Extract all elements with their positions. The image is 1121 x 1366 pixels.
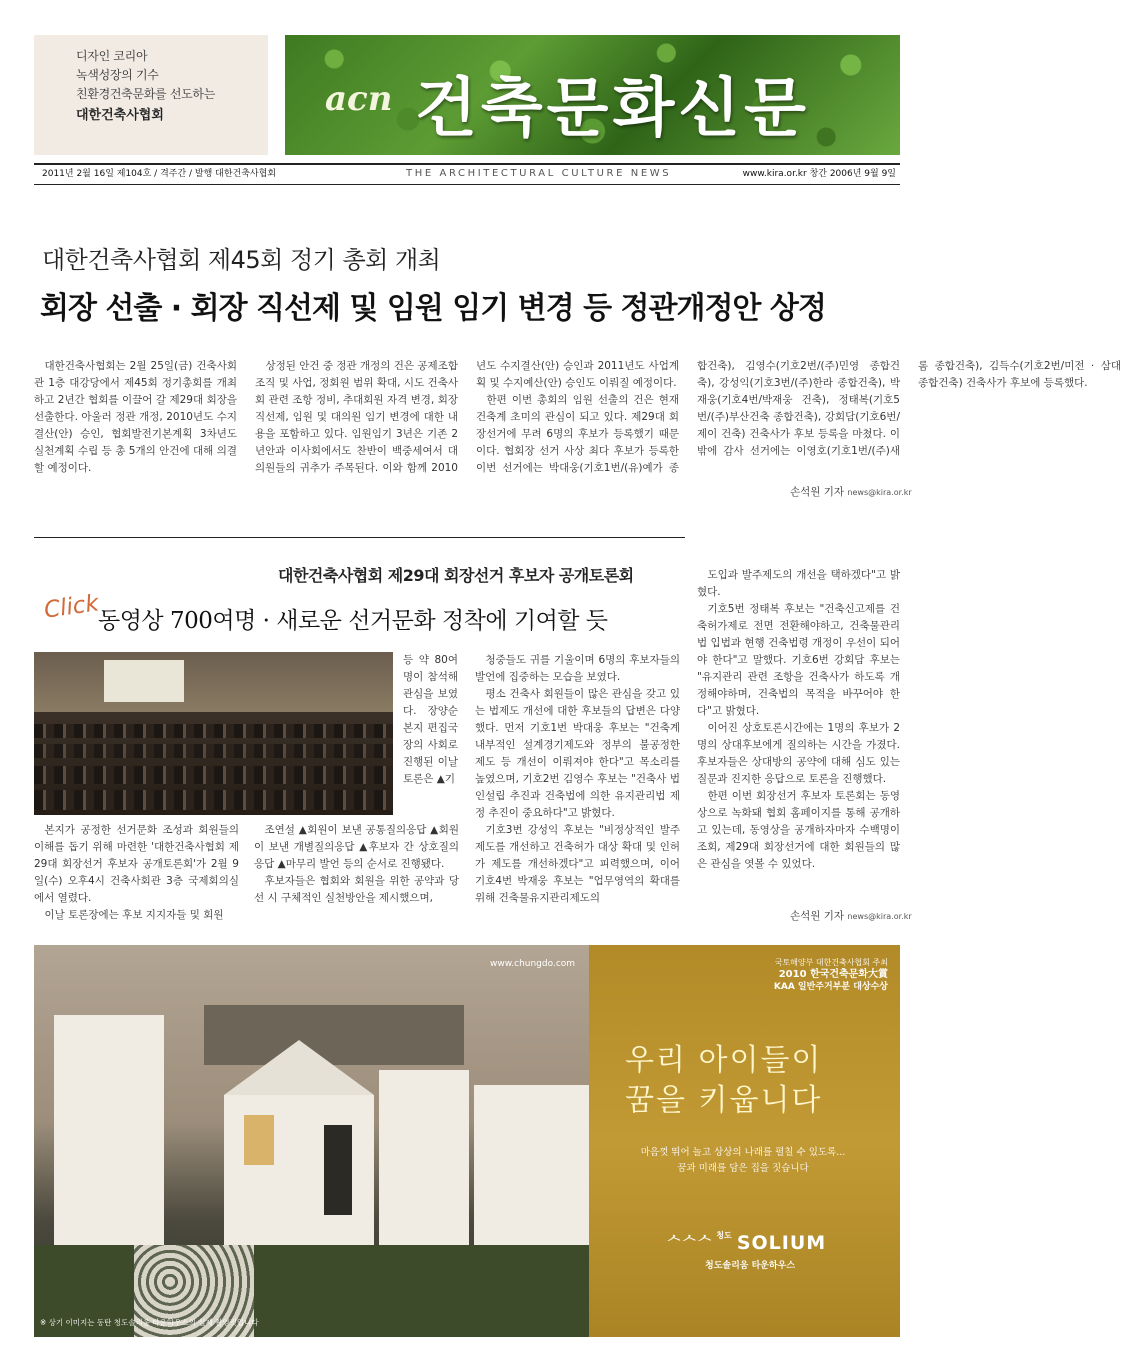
article2-paragraph: 기호3번 강성익 후보는 "비정상적인 발주제도를 개선하고 건축허가 대상 확대 및 인허가 제도를 개선하겠다"고 피력했으며, 이어 기호4번 박재웅 후보는 "업무영역의 확대를 위해 건축물유지관리제도의 xyxy=(475,824,680,904)
article2-paragraph: 이어진 상호토론시간에는 1명의 후보가 2명의 상대후보에게 질의하는 시간을 가졌다. 후보자들은 상대방의 공약에 대해 심도 있는 질문과 진지한 응답으로 토론을 진행했다. xyxy=(697,722,900,785)
article2-paragraph: 후보자들은 협회와 회원을 위한 공약과 당선 시 구체적인 실천방안을 제시했으며, xyxy=(254,875,459,904)
slogan-line: 녹색성장의 기수 xyxy=(76,68,159,82)
click-label[interactable]: Click xyxy=(42,590,101,624)
article2-column xyxy=(475,652,680,907)
headline-line: 우리 아이들이 xyxy=(625,1043,823,1078)
article2-column xyxy=(254,822,459,907)
article2-subtitle: 대한건축사협회 제29대 회장선거 후보자 공개토론회 xyxy=(278,566,634,585)
org-name: 대한건축사협회 xyxy=(76,108,164,123)
ad-text-panel xyxy=(589,945,900,1337)
solium-advertisement[interactable] xyxy=(34,945,900,1337)
article2-paragraph: 이날 토론장에는 후보 지지자들 및 회원 xyxy=(44,909,224,921)
reporter-name: 손석원 기자 xyxy=(790,486,845,498)
house-right xyxy=(474,1085,589,1245)
house-middle xyxy=(379,1070,469,1245)
english-name: THE ARCHITECTURAL CULTURE NEWS xyxy=(406,168,672,179)
issue-info: 2011년 2월 16일 제104호 / 격주간 / 발행 대한건축사협회 xyxy=(42,169,277,179)
acn-logo: acn xyxy=(325,79,393,119)
masthead-banner xyxy=(285,35,900,155)
reporter-email[interactable]: news@kira.or.kr xyxy=(847,488,912,497)
article1-body xyxy=(34,358,1121,483)
article2-paragraph: 도입과 발주제도의 개선을 택하겠다"고 밝혔다. xyxy=(697,569,900,598)
award-badge xyxy=(774,957,888,993)
tagline-line: 마음껏 뛰어 놀고 상상의 나래를 펼칠 수 있도록... xyxy=(640,1147,846,1158)
lit-window xyxy=(244,1115,274,1165)
article2-paragraph: 본지가 공정한 선거문화 조성과 회원들의 이해를 돕기 위해 마련한 '대한건축사협회 제29대 회장선거 후보자 공개토론회'가 2월 9일(수) 오후4시 건축사회관 3층 국제회의실에서 열렸다. xyxy=(34,824,239,904)
article1-title: 회장 선출 · 회장 직선제 및 임원 임기 변경 등 정관개정안 상정 xyxy=(40,291,826,326)
slogan-line: 친환경건축문화를 선도하는 xyxy=(76,87,216,101)
brand-small: 청도 xyxy=(716,1231,732,1240)
photo-wall xyxy=(34,652,393,712)
brand-english: SOLIUM xyxy=(736,1232,827,1254)
audience-row xyxy=(34,744,393,758)
article2-paragraph: 조연설 ▲회원이 보낸 공통질의응답 ▲회원이 보낸 개별질의응답 ▲후보자 간 상호질의응답 ▲마무리 발언 등의 순서로 진행됐다. xyxy=(254,824,459,870)
audience-row xyxy=(34,724,393,738)
article2-column xyxy=(697,567,900,873)
solium-logo xyxy=(665,1230,827,1271)
ad-headline xyxy=(625,1041,822,1121)
audience-row xyxy=(34,766,393,784)
paper-name: 건축문화신문 xyxy=(415,72,810,146)
article1-paragraph: 상정된 안건 중 정관 개정의 건은 공제조합 조직 및 사업, 정회원 범위 확대, 시도 건축사회 관련 조항 정비, 추대회원 자격 변경, 회장 직선제, 임원 및 대의원 임기 변경에 대한 내용을 포함하고 있다. 임원임기 3년은 기존 2년안과 이사회에서도 찬반이 백중세여서 대의원들의 귀추가 주목된다. 이와 함께 2010년도 수지결산(안) 승인과 2011년도 사업계획 및 수지예산(안) 승인도 이뤄질 예정이다. xyxy=(255,360,679,474)
audience-row xyxy=(34,790,393,810)
tagline-line: 꿈과 미래를 담은 집을 짓습니다 xyxy=(677,1163,809,1174)
article2-paragraph: 평소 건축사 회원들이 많은 관심을 갖고 있는 법제도 개선에 대한 후보들의 답변은 다양했다. 먼저 기호1번 박대웅 후보는 "건축계 내부적인 설계경기제도와 정부의 불공정한 제도 등 개선이 이뤄져야 한다"고 목소리를 높였으며, 기호2번 김영수 후보는 "건축사 법인설립 추진과 건축법에 의한 유지관리법 제정 추진이 중요하다"고 밝혔다. xyxy=(475,688,680,819)
issue-info-bar xyxy=(34,163,900,185)
photo-screen xyxy=(104,660,184,702)
article1-paragraph: 한편 이번 총회의 임원 선출의 건은 현재 건축계 초미의 관심이 되고 있다. 제29대 회장선거에 무려 6명의 후보가 등록했기 때문이다. 협회장 선거 사상 최다 후보가 등록한 이번 선거에는 박대웅(기호1번/(유)예가 종합건축), 김영수(기호2번/(주)민영 종합건축), 강성익(기호3번/(주)한라 종합건축), 박재웅(기호4번/박재웅 건축), 정태복(기호5번/(주)부산건축 종합건축), 강회담(기호6번/제이 건축) 건축사가 후보 등록을 마쳤다. 이밖에 감사 선거에는 이영호(기호1번/(주)새롬 종합건축), 김득수(기호2번/미전 · 삼대 종합건축) 건축사가 후보에 등록했다. xyxy=(476,360,1121,474)
award-line: KAA 일반주거부분 대상수상 xyxy=(773,982,888,992)
site-info: www.kira.or.kr 창간 2006년 9월 9일 xyxy=(742,169,896,179)
article2-byline xyxy=(790,908,912,923)
forum-photo xyxy=(34,652,393,815)
slogan-box xyxy=(34,35,268,155)
article2-column xyxy=(34,822,239,924)
article1-byline xyxy=(790,484,912,499)
headline-line: 꿈을 키웁니다 xyxy=(625,1083,823,1118)
award-line: 국토해양부 대한건축사협회 주최 xyxy=(774,958,888,967)
ad-caption: ※ 상기 이미지는 동탄 청도솔리움 타운하우스의 실제 촬영컷입니다 xyxy=(40,1318,259,1327)
brand-korean: 청도솔리움 타운하우스 xyxy=(705,1261,796,1271)
house-main-roof xyxy=(224,1040,374,1095)
article1-paragraph: 대한건축사협회는 2월 25일(금) 건축사회관 1층 대강당에서 제45회 정기총회를 개최하고 2년간 협회를 이끌어 갈 제29대 회장을 선출한다. 아울러 정관 개정, 2010년도 수지결산(안) 승인, 협회발전기본계획 3차년도 실천계획 수립 등 총 5개의 안건에 대해 의결할 예정이다. xyxy=(34,360,237,474)
reporter-email[interactable]: news@kira.or.kr xyxy=(847,912,912,921)
house-left xyxy=(54,1015,164,1255)
solium-mark-icon: ᄉᄉᄉ xyxy=(665,1234,712,1255)
slogan-line: 디자인 코리아 xyxy=(76,49,148,63)
townhouse-photo xyxy=(34,945,589,1337)
article2-title: 동영상 700여명 · 새로운 선거문화 정착에 기여할 듯 xyxy=(98,608,608,634)
article2-paragraph: 기호5번 정태복 후보는 "건축신고제를 건축허가제로 전면 전환해야하고, 건축물관리법 입법과 현행 건축법령 개정이 우선이 되어야 한다"고 말했다. 기호6번 강회담 후보는 "유지관리 관련 조항을 건축사가 하도록 개정해야하며, 건축법의 목적을 바꾸어야 한다"고 밝혔다. xyxy=(697,603,900,717)
ad-tagline xyxy=(613,1145,873,1177)
award-line: 2010 한국건축문화大賞 xyxy=(778,969,888,980)
article2-paragraph: 한편 이번 회장선거 후보자 토론회는 동영상으로 녹화돼 협회 홈페이지를 통해 공개하고 있는데, 동영상을 공개하자마자 수백명이 조회, 제29대 회장선거에 대한 회원들의 많은 관심을 엿볼 수 있었다. xyxy=(697,790,900,870)
ad-url[interactable]: www.chungdo.com xyxy=(490,959,576,969)
reporter-name: 손석원 기자 xyxy=(790,910,845,922)
house-door xyxy=(324,1125,352,1215)
article1-subtitle: 대한건축사협회 제45회 정기 총회 개최 xyxy=(42,246,441,274)
article2-narrow-column: 등 약 80여명이 참석해 관심을 보였다. 장양순 본지 편집국장의 사회로 진행된 이날 토론은 ▲기 xyxy=(403,654,458,785)
article2-paragraph: 청중들도 귀를 기울이며 6명의 후보자들의 발언에 집중하는 모습을 보였다. xyxy=(475,654,680,683)
section-divider xyxy=(34,537,685,538)
